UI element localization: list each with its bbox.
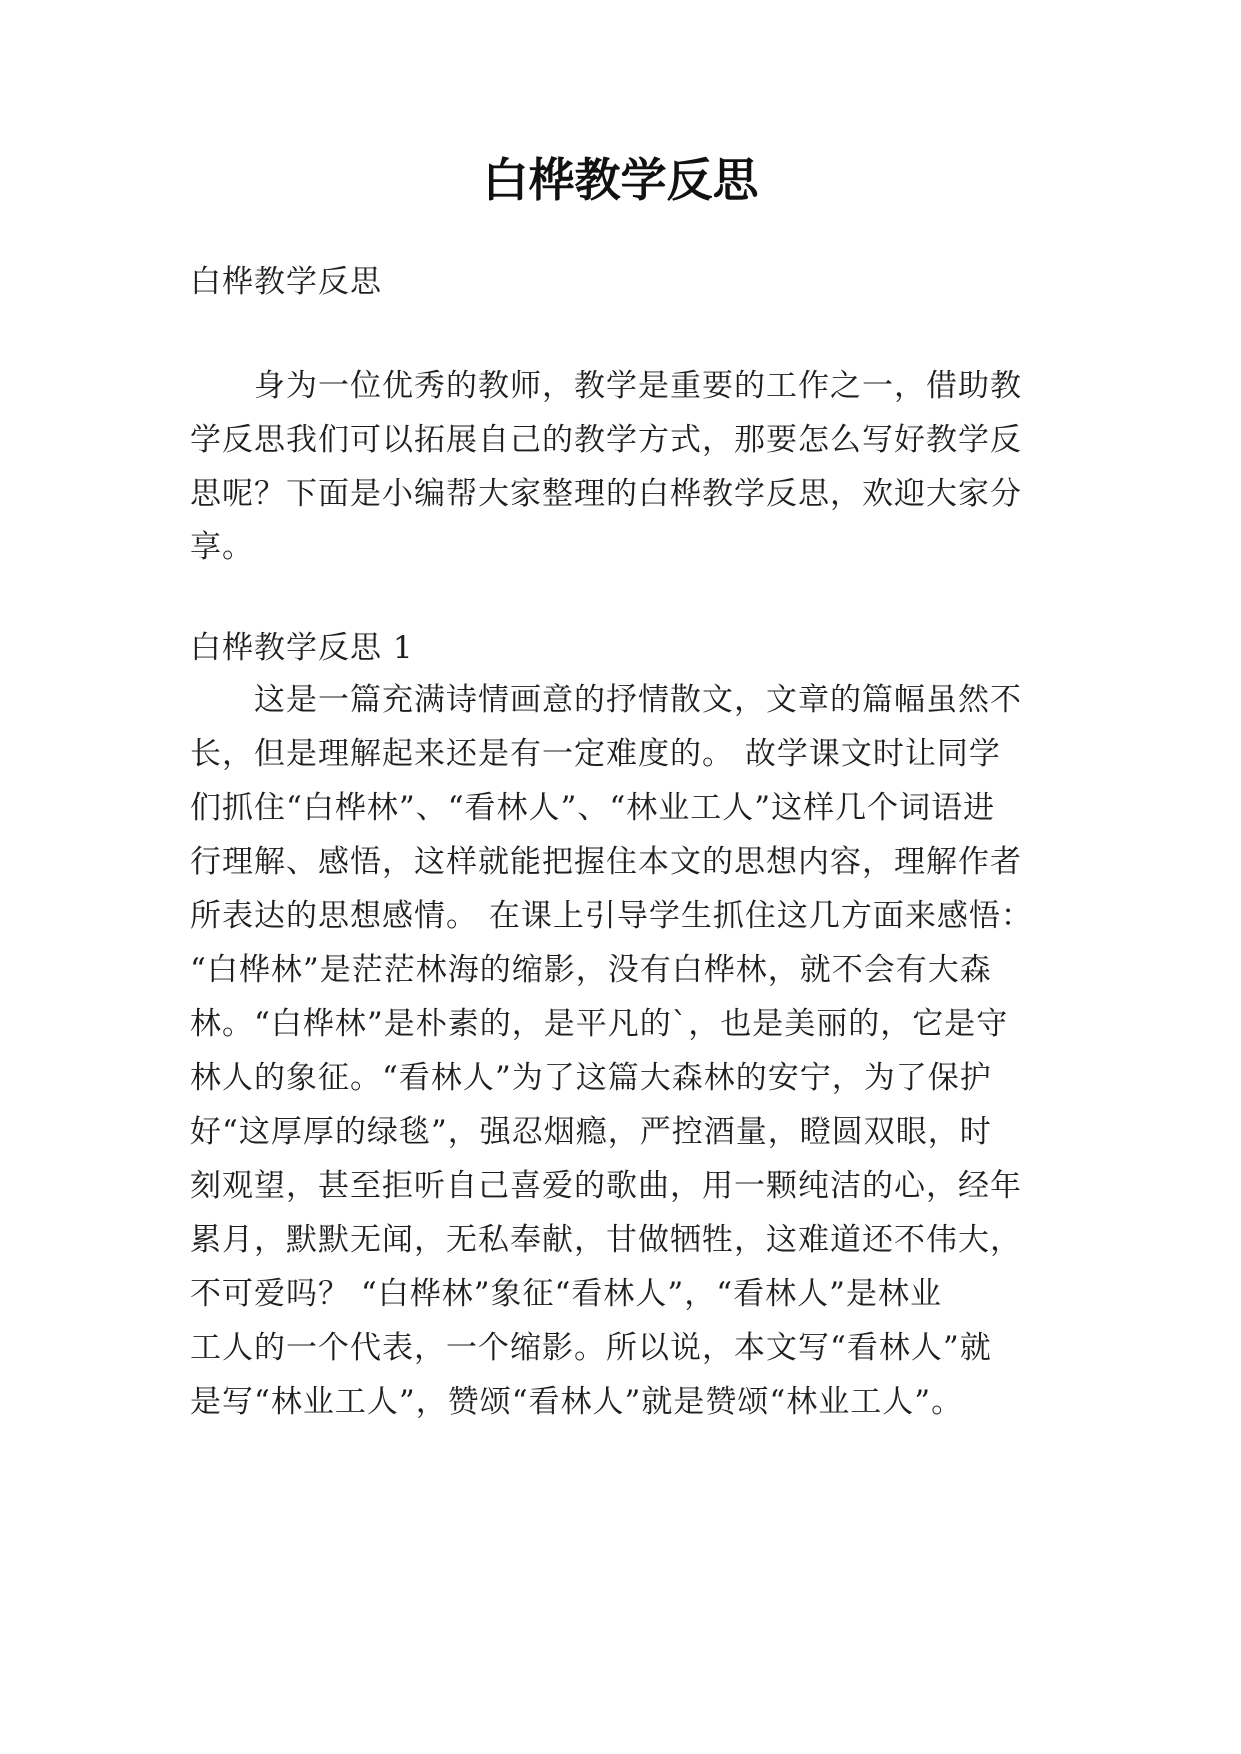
section-line: 是写“林业工人”，赞颂“看林人”就是赞颂“林业工人”。 [190,1384,964,1420]
intro-line: 学反思我们可以拓展自己的教学方式，那要怎么写好教学反 [190,422,1022,458]
section-heading: 白桦教学反思 1 [190,630,414,666]
section-line: 行理解、感悟，这样就能把握住本文的思想内容，理解作者 [190,844,1022,880]
section-line: 林人的象征。“看林人”为了这篇大森林的安宁，为了保护 [190,1060,992,1096]
section-line: 所表达的思想感情。 在课上引导学生抓住这几方面来感悟： [190,898,1033,934]
section-line: 工人的一个代表，一个缩影。所以说，本文写“看林人”就 [190,1330,992,1366]
section-line: 长，但是理解起来还是有一定难度的。 故学课文时让同学 [190,736,1001,772]
document-title: 白桦教学反思 [482,153,759,207]
section-line: 们抓住“白桦林”、“看林人”、“林业工人”这样几个词语进 [190,790,996,826]
document-subtitle: 白桦教学反思 [190,264,382,300]
intro-line: 身为一位优秀的教师，教学是重要的工作之一，借助教 [254,368,1022,404]
section-line: “白桦林”是茫茫林海的缩影，没有白桦林，就不会有大森 [190,952,992,988]
section-line: 刻观望，甚至拒听自己喜爱的歌曲，用一颗纯洁的心，经年 [190,1168,1022,1204]
intro-line: 思呢？下面是小编帮大家整理的白桦教学反思，欢迎大家分 [190,476,1022,512]
section-line: 累月，默默无闻，无私奉献，甘做牺牲，这难道还不伟大， [190,1222,1022,1258]
section-line: 不可爱吗？ “白桦林”象征“看林人”，“看林人”是林业 [190,1276,942,1312]
intro-line: 享。 [190,529,254,565]
section-line: 这是一篇充满诗情画意的抒情散文，文章的篇幅虽然不 [254,682,1022,718]
section-line: 林。“白桦林”是朴素的，是平凡的`，也是美丽的，它是守 [190,1006,1009,1042]
section-line: 好“这厚厚的绿毯”，强忍烟瘾，严控酒量，瞪圆双眼，时 [190,1114,992,1150]
